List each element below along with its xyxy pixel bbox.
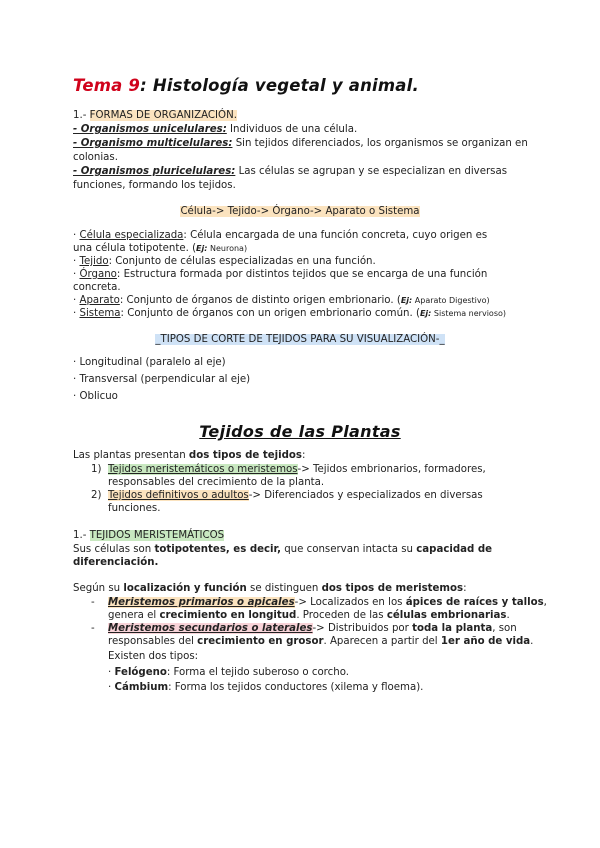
text: . Aparecen a partir del xyxy=(323,636,441,647)
text: , xyxy=(543,597,547,608)
term: Tejido xyxy=(79,256,109,267)
organism-line-3 xyxy=(73,165,507,178)
meristem-paragraph-1-cont: diferenciación. xyxy=(73,557,159,568)
definition-organ xyxy=(73,268,487,281)
type-cambium xyxy=(108,681,423,694)
secondary-types-intro: Existen dos tipos: xyxy=(108,651,199,662)
term: Tejidos meristemáticos o meristemos xyxy=(108,464,298,475)
heading-number: 1.- xyxy=(73,110,90,121)
emphasis: dos tipos de meristemos xyxy=(321,583,464,594)
term: - Organismos unicelulares: xyxy=(73,124,227,135)
text: : Conjunto de órganos de distinto origen embrionario. ( xyxy=(119,295,401,306)
heading-text: TEJIDOS MERISTEMÁTICOS xyxy=(89,530,225,541)
text: responsables del xyxy=(108,636,198,647)
organism-line-2 xyxy=(73,137,528,150)
organism-line-2-cont: colonias. xyxy=(73,152,118,163)
emphasis: dos tipos de tejidos xyxy=(188,450,302,461)
meristem-primary-cont xyxy=(108,609,510,622)
tissue-type-1-cont: responsables del crecimiento de la planta. xyxy=(108,477,325,488)
text: -> Tejidos embrionarios, formadores, xyxy=(297,464,486,475)
text: , son xyxy=(492,623,517,634)
definition-system xyxy=(73,307,506,320)
text: una célula totipotente. ( xyxy=(73,243,197,254)
term: Meristemos secundarios o laterales xyxy=(108,623,313,634)
tissue-type-2-number: 2) xyxy=(91,490,102,501)
text: -> Diferenciados y especializados en diversas xyxy=(248,490,483,501)
example: Aparato Digestivo) xyxy=(412,296,490,305)
emphasis: toda la planta xyxy=(412,623,493,634)
term: Cámbium xyxy=(114,682,169,693)
meristem-secondary-cont xyxy=(108,635,533,648)
emphasis: células embrionarias xyxy=(386,610,507,621)
text: se distinguen xyxy=(246,583,322,594)
bullet: · xyxy=(108,667,115,678)
definition-tissue xyxy=(73,255,376,268)
term: Felógeno xyxy=(114,667,167,678)
meristem-primary xyxy=(108,596,547,609)
example: Neurona) xyxy=(207,244,248,253)
emphasis: localización y función xyxy=(123,583,247,594)
meristem-paragraph-1 xyxy=(73,543,492,556)
heading-number: 1.- xyxy=(73,530,90,541)
term: Meristemos primarios o apicales xyxy=(108,597,295,608)
text: -> Localizados en los xyxy=(294,597,406,608)
text: : Conjunto de órganos con un origen embrionario común. ( xyxy=(120,308,420,319)
cut-oblique: · Oblicuo xyxy=(73,391,118,402)
example-label: Ej: xyxy=(419,309,432,318)
example-label: Ej: xyxy=(196,244,208,253)
example: Sistema nervioso) xyxy=(431,309,506,318)
text: Individuos de una célula. xyxy=(226,124,358,135)
bullet: · xyxy=(108,682,115,693)
meristem-secondary xyxy=(108,622,517,635)
text: : xyxy=(301,450,306,461)
section-heading-organization xyxy=(73,109,237,122)
text: genera el xyxy=(108,610,160,621)
text: . Proceden de las xyxy=(296,610,387,621)
emphasis: crecimiento en longitud xyxy=(159,610,297,621)
bullet: · xyxy=(73,269,80,280)
term: - Organismo multicelulares: xyxy=(73,138,233,149)
text: . xyxy=(506,610,510,621)
term: Tejidos definitivos o adultos xyxy=(108,490,249,501)
text: : Estructura formada por distintos tejidos que se encarga de una función xyxy=(116,269,488,280)
text: -> Distribuidos por xyxy=(312,623,413,634)
plant-tissues-heading: Tejidos de las Plantas xyxy=(199,422,401,441)
title-text: : Histología vegetal y animal. xyxy=(140,76,419,95)
text: : Forma los tejidos conductores (xilema y floema). xyxy=(168,682,424,693)
tissue-type-2-cont: funciones. xyxy=(108,503,161,514)
emphasis: totipotentes, es decir, xyxy=(154,544,281,555)
text: Las células se agrupan y se especializan en diversas xyxy=(235,166,508,177)
tissue-type-2 xyxy=(108,489,483,502)
text: Sus células son xyxy=(73,544,155,555)
term: Célula especializada xyxy=(79,230,184,241)
term: Aparato xyxy=(79,295,120,306)
organization-chain xyxy=(0,205,600,218)
text: Según su xyxy=(73,583,124,594)
text: Las plantas presentan xyxy=(73,450,189,461)
definition-cell xyxy=(73,229,487,242)
bullet: · xyxy=(73,308,80,319)
chain-text: Célula-> Tejido-> Órgano-> Aparato o Sistema xyxy=(180,206,420,217)
heading-text: FORMAS DE ORGANIZACIÓN. xyxy=(89,110,237,121)
term: - Organismos pluricelulares: xyxy=(73,166,236,177)
term: Órgano xyxy=(79,269,117,280)
tissue-type-1-number: 1) xyxy=(91,464,102,475)
example-label: Ej: xyxy=(400,296,413,305)
type-phellogen xyxy=(108,666,349,679)
emphasis: capacidad de xyxy=(416,544,493,555)
text: : xyxy=(463,583,467,594)
bullet: · xyxy=(73,295,80,306)
tissue-type-1 xyxy=(108,463,486,476)
definition-cell-cont xyxy=(73,242,247,255)
cut-types-heading xyxy=(0,333,600,346)
emphasis: crecimiento en grosor xyxy=(197,636,324,647)
text: . xyxy=(530,636,534,647)
term: Sistema xyxy=(79,308,121,319)
section-heading-meristematic xyxy=(73,529,224,542)
text: que conservan intacta su xyxy=(280,544,417,555)
definition-apparatus xyxy=(73,294,490,307)
cut-longitudinal: · Longitudinal (paralelo al eje) xyxy=(73,357,226,368)
emphasis: ápices de raíces y tallos xyxy=(405,597,544,608)
organism-line-1 xyxy=(73,123,357,136)
meristem-paragraph-2 xyxy=(73,582,467,595)
title-number: Tema 9 xyxy=(73,76,141,95)
definition-organ-cont: concreta. xyxy=(73,282,121,293)
meristem-1-dash: - xyxy=(91,597,95,608)
emphasis: 1er año de vida xyxy=(440,636,531,647)
page-title xyxy=(73,76,419,95)
text: : Célula encargada de una función concreta, cuyo origen es xyxy=(183,230,488,241)
text: : Forma el tejido suberoso o corcho. xyxy=(166,667,349,678)
organism-line-3-cont: funciones, formando los tejidos. xyxy=(73,180,236,191)
text: Sin tejidos diferenciados, los organismos se organizan en xyxy=(232,138,528,149)
bullet: · xyxy=(73,230,80,241)
plants-intro xyxy=(73,449,305,462)
meristem-2-dash: - xyxy=(91,623,95,634)
text: : Conjunto de células especializadas en una función. xyxy=(108,256,376,267)
bullet: · xyxy=(73,256,80,267)
heading-text: _TIPOS DE CORTE DE TEJIDOS PARA SU VISUALIZACIÓN-_ xyxy=(155,334,445,345)
cut-transversal: · Transversal (perpendicular al eje) xyxy=(73,374,251,385)
